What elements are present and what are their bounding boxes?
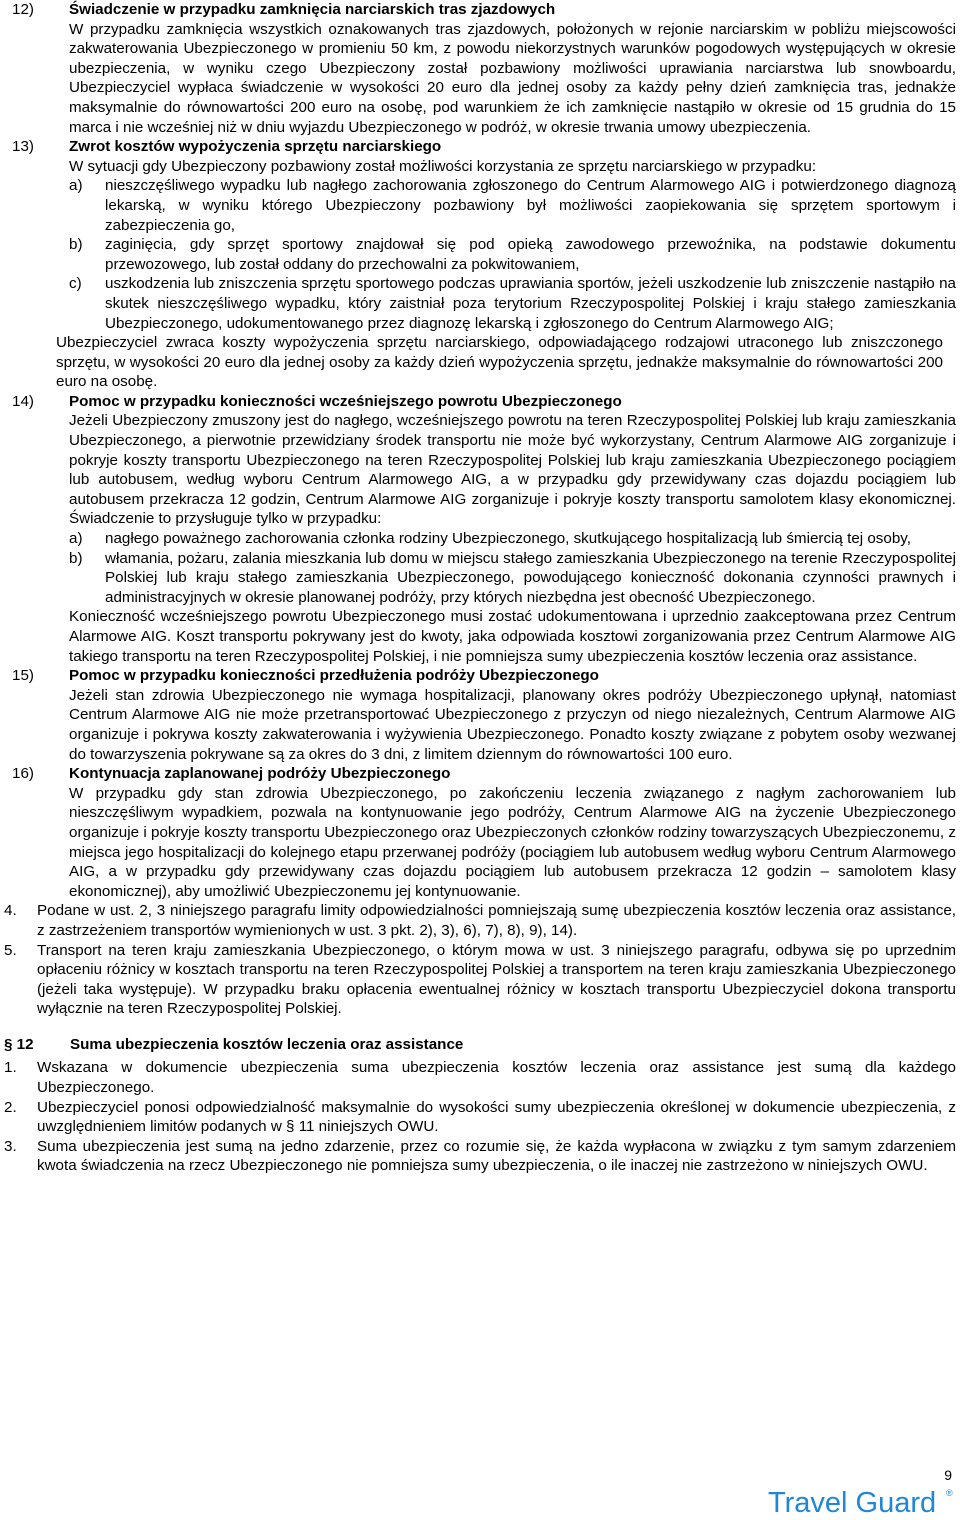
- point-text: Ubezpieczyciel ponosi odpowiedzialność maksymalnie do wysokości sumy ubezpieczenia określonej w dokumencie ubezpieczenia, z uwzględnieniem limitów podanych w § 11 niniejszych OWU.: [37, 1098, 956, 1136]
- clause-14: [12, 392, 956, 608]
- section-title: Suma ubezpieczenia kosztów leczenia oraz assistance: [70, 1035, 464, 1053]
- clause-heading: [12, 0, 956, 20]
- point-text: Suma ubezpieczenia jest sumą na jedno zdarzenie, przez co rozumie się, że każda wypłacona w związku z tym samym zdarzeniem kwota świadczenia na rzecz Ubezpieczonego nie pomniejsza sumy ubezpieczenia, o ile inaczej nie zastrzeżono w niniejszych OWU.: [37, 1137, 956, 1175]
- point-number: 4.: [4, 902, 17, 920]
- numbered-point: [0, 1058, 956, 1097]
- page-number: 9: [944, 1467, 952, 1483]
- logo-registered-mark: ®: [946, 1488, 953, 1498]
- clause-body: Jeżeli Ubezpieczony zmuszony jest do nagłego, wcześniejszego powrotu na teren Rzeczypospolitej Polskiej lub kraju zamieszkania Ubezpieczonego, a pierwotnie przewidziany środek transportu nie może być wykorzystany, Centrum Alarmowe AIG zorganizuje i pokryje koszty transportu Ubezpieczonego na teren Rzeczypospolitej Polskiej lub kraju zamieszkania Ubezpieczonego pociągiem lub autobusem, według wyboru Centrum Alarmowego AIG, a w przypadku gdy przewidywany czas dojazdu pociągiem lub autobusem przekracza 12 godzin, Centrum Alarmowe AIG zorganizuje i pokryje koszty transportu samolotem klasy ekonomicznej. Świadczenie to przysługuje tylko w przypadku:: [69, 412, 956, 528]
- point-text: Podane w ust. 2, 3 niniejszego paragrafu limity odpowiedzialności pomniejszają sumę ubezpieczenia kosztów leczenia oraz assistance, z zastrzeżeniem transportów wymienionych w ust. 3 pkt. 2), 3), 6), 7), 8), 9), 14).: [37, 902, 956, 939]
- clause-title: Pomoc w przypadku konieczności przedłużenia podróży Ubezpieczonego: [69, 667, 599, 685]
- clause-body: W sytuacji gdy Ubezpieczony pozbawiony został możliwości korzystania ze sprzętu narciarskiego w przypadku:: [69, 157, 817, 175]
- clause-number: 14): [12, 392, 34, 410]
- clause-subpoint: [69, 274, 956, 333]
- clause-body: W przypadku gdy stan zdrowia Ubezpieczonego, po zakończeniu leczenia związanego z nagłym zachorowaniem lub nieszczęśliwym wypadkiem, pozwala na kontynuowanie jego podróży, Centrum Alarmowe AIG na życzenie Ubezpieczonego organizuje i pokryje koszty transportu Ubezpieczonego oraz Ubezpieczonych członków rodziny towarzyszących Ubezpieczonemu, z miejsca jego hospitalizacji do kolejnego etapu przerwanej podróży (pociągiem lub autobusem według wyboru Centrum Alarmowego AIG, a w przypadku gdy przewidywany czas dojazdu pociągiem lub autobusem przekracza 12 godzin – samolotem klasy ekonomicznej), aby umożliwić Ubezpieczonemu jej kontynuowanie.: [69, 784, 956, 900]
- clause-number: 15): [12, 667, 34, 685]
- point-number: 2.: [4, 1098, 17, 1116]
- subpoint-label: c): [69, 275, 82, 293]
- subpoint-text: zaginięcia, gdy sprzęt sportowy znajdował się pod opieką zawodowego przewoźnika, na podstawie dokumentu przewozowego, lub został oddany do przechowalni za pokwitowaniem,: [105, 236, 956, 273]
- logo-text: Travel Guard: [768, 1487, 937, 1518]
- point-text: Wskazana w dokumencie ubezpieczenia suma ubezpieczenia kosztów leczenia oraz assistance jest sumą dla każdego Ubezpieczonego.: [37, 1059, 956, 1097]
- subpoint-label: b): [69, 236, 83, 254]
- point-number: 1.: [4, 1059, 17, 1077]
- clause-12: [12, 0, 956, 137]
- section-heading: [0, 1035, 960, 1055]
- clause-title: Świadczenie w przypadku zamknięcia narciarskich tras zjazdowych: [69, 1, 556, 18]
- subpoint-text: nagłego poważnego zachorowania członka rodziny Ubezpieczonego, skutkującego hospitalizacją lub śmiercią tej osoby,: [105, 530, 911, 548]
- subpoint-label: a): [69, 530, 83, 548]
- section-points: [0, 1058, 960, 1176]
- clause-15: [12, 666, 956, 764]
- clause-heading: [12, 392, 956, 412]
- clause-subpoint: [69, 549, 956, 608]
- clause-title: Pomoc w przypadku konieczności wcześniejszego powrotu Ubezpieczonego: [69, 392, 622, 410]
- clause-note: Konieczność wcześniejszego powrotu Ubezpieczonego musi zostać udokumentowana i uprzednio zaakceptowana przez Centrum Alarmowe AIG. Koszt transportu pokrywany jest do kwoty, jaka odpowiada kosztowi zorganizowania przez Centrum Alarmowe AIG takiego transportu na teren Rzeczypospolitej Polskiej, i nie pomniejsza sumy ubezpieczenia kosztów leczenia oraz assistance.: [69, 608, 956, 665]
- subpoint-text: uszkodzenia lub zniszczenia sprzętu sportowego podczas uprawiania sportów, jeżeli uszkodzenie lub zniszczenie nastąpiło na skutek nieszczęśliwego wypadku, który zaistniał poza terytorium Rzeczypospolitej Polskiej i kraju stałego zamieszkania Ubezpieczonego, udokumentowanego przez diagnozę lekarską i zgłoszonego do Centrum Alarmowego AIG;: [105, 275, 956, 332]
- point-number: 5.: [4, 941, 17, 959]
- subpoint-label: b): [69, 549, 83, 567]
- subpoint-text: nieszczęśliwego wypadku lub nagłego zachorowania zgłoszonego do Centrum Alarmowego AIG i potwierdzonego diagnozą lekarską, w wyniku którego Ubezpieczony pozbawiony był możliwości zaopiekowania się sprzętem sportowym i zabezpieczenia go,: [105, 177, 956, 234]
- subpoint-label: a): [69, 177, 83, 195]
- clause-subpoint: [69, 176, 956, 235]
- clause-number: 13): [12, 138, 34, 156]
- clause-subpoint: [69, 529, 956, 549]
- subpoint-text: włamania, pożaru, zalania mieszkania lub domu w miejscu stałego zamieszkania Ubezpieczonego na terenie Rzeczypospolitej Polskiej lub kraju stałego zamieszkania Ubezpieczonego, powodującego konieczność dokonania czynności prawnych i administracyjnych w okresie planowanej podróży, przy których niezbędna jest obecność Ubezpieczonego.: [105, 549, 956, 606]
- clause-heading: [12, 666, 956, 686]
- point-number: 3.: [4, 1137, 17, 1155]
- travel-guard-logo: [768, 1484, 956, 1518]
- clause-note: Ubezpieczyciel zwraca koszty wypożyczenia sprzętu narciarskiego, odpowiadającego rodzajowi utraconego lub zniszczonego sprzętu, w wysokości 20 euro dla jednej osoby za każdy dzień wypożyczenia sprzętu, jednakże maksymalnie do równowartości 200 euro na osobę.: [56, 334, 943, 391]
- section-symbol: § 12: [4, 1035, 34, 1053]
- clause-title: Zwrot kosztów wypożyczenia sprzętu narciarskiego: [69, 138, 442, 156]
- numbered-point: [0, 901, 956, 940]
- clause-body: Jeżeli stan zdrowia Ubezpieczonego nie wymaga hospitalizacji, planowany okres podróży Ubezpieczonego upłynął, natomiast Centrum Alarmowe AIG nie może przetransportować Ubezpieczonego z przyczyn od niego niezależnych, Centrum Alarmowe AIG organizuje i pokrywa koszty zakwaterowania i wyżywienia Ubezpieczonego. Ponadto koszty związane z pobytem osoby wezwanej do towarzyszenia pokrywane są za okres do 3 dni, z limitem dziennym do równowartości 100 euro.: [69, 686, 956, 763]
- numbered-point: [0, 1137, 956, 1176]
- clause-number: 16): [12, 765, 34, 783]
- clause-body: W przypadku zamknięcia wszystkich oznakowanych tras zjazdowych, położonych w rejonie narciarskim w pobliżu miejscowości zakwaterowania Ubezpieczonego w promieniu 50 km, z powodu niekorzystnych warunków pogodowych występujących w okresie ubezpieczenia, w wyniku czego Ubezpieczony został pozbawiony możliwości uprawiania narciarstwa lub snowboardu, Ubezpieczyciel wypłaca świadczenie w wysokości 20 euro dla jednej osoby za każdy pełny dzień zamknięcia tras, jednakże maksymalnie do równowartości 200 euro na osobę, pod warunkiem że ich zamknięcie nastąpiło w okresie od 15 grudnia do 15 marca i nie wcześniej niż w dniu wyjazdu Ubezpieczonego w podróż, w okresie trwania umowy ubezpieczenia.: [69, 20, 956, 136]
- clause-13: [12, 137, 956, 333]
- clause-16: [12, 764, 956, 901]
- numbered-point: [0, 941, 956, 1019]
- clause-heading: [12, 137, 956, 157]
- point-text: Transport na teren kraju zamieszkania Ubezpieczonego, o którym mowa w ust. 3 niniejszego paragrafu, odbywa się po uprzednim opłaceniu różnicy w kosztach transportu na teren Rzeczypospolitej Polskiej a transportem na teren kraju zamieszkania Ubezpieczonego (jeżeli taka występuje). W przypadku braku opłacenia ewentualnej różnicy w kosztach transportu Ubezpieczyciel dokona transportu wyłącznie na teren Rzeczypospolitej Polskiej.: [37, 941, 956, 1018]
- numbered-point: [0, 1098, 956, 1137]
- clause-number: 12): [12, 1, 34, 18]
- paragraph-points: [0, 901, 960, 1019]
- clause-subpoint: [69, 235, 956, 274]
- clause-title: Kontynuacja zaplanowanej podróży Ubezpieczonego: [69, 765, 451, 783]
- clause-heading: [12, 764, 956, 784]
